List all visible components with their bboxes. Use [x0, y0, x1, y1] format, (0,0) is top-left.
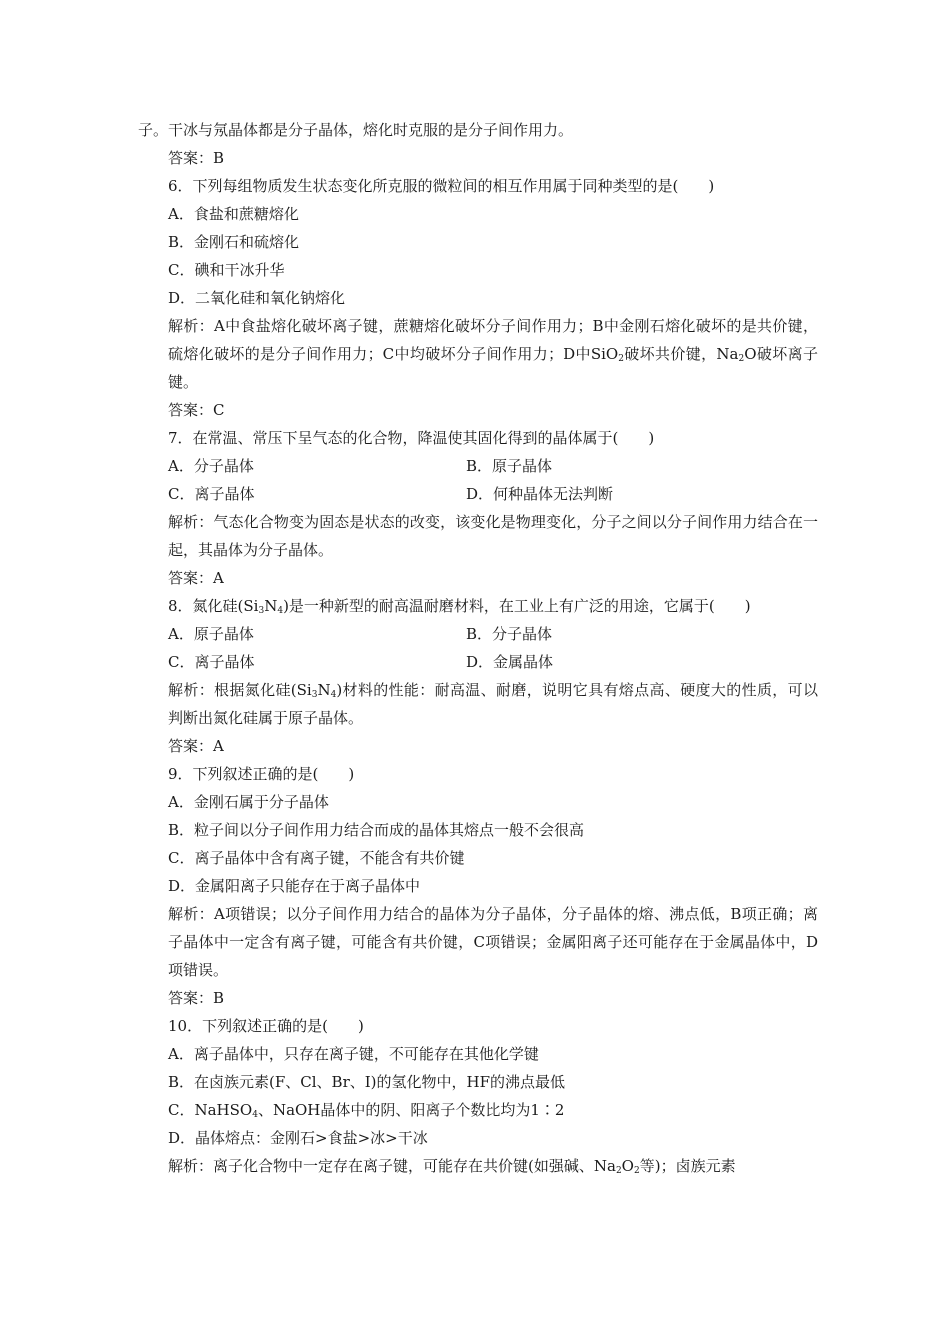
text-line: 答案：A	[168, 737, 224, 755]
subscript: 2	[615, 1166, 622, 1176]
text-run: O	[621, 1157, 634, 1175]
option-row	[138, 480, 818, 508]
text-run: 解析：气态化合物变为固态是状态的改变，该变化是物理变化，分子之间以分子间作用力结合在一起，其晶体为分子晶体。	[168, 513, 818, 559]
subscript: 3	[311, 690, 318, 700]
text-line: 答案：A	[168, 569, 224, 587]
text-run: 解析：A项错误；以分子间作用力结合的晶体为分子晶体，分子晶体的熔、沸点低，B项正确；离子晶体中一定含有离子键，可能含有共价键，C项错误；金属阳离子还可能存在于金属晶体中，D项错误。	[168, 905, 818, 979]
subscript: 2	[618, 354, 624, 364]
text-line: 答案：C	[168, 401, 225, 419]
option-text: B．分子晶体	[466, 625, 553, 643]
option-text: D．金属晶体	[466, 653, 554, 671]
text-run: 破坏共价键，Na	[623, 345, 739, 363]
text-line: 7．在常温、常压下呈气态的化合物，降温使其固化得到的晶体属于( )	[168, 429, 655, 447]
option-text: B．原子晶体	[466, 457, 553, 475]
text-line: 6．下列每组物质发生状态变化所克服的微粒间的相互作用属于同种类型的是( )	[168, 177, 715, 195]
option-text: A．分子晶体	[168, 457, 254, 475]
text-line: D．二氧化硅和氧化钠熔化	[168, 289, 346, 307]
subscript: 4	[330, 690, 337, 700]
text-line: B．粒子间以分子间作用力结合而成的晶体其熔点一般不会很高	[168, 821, 585, 839]
text-line: 10．下列叙述正确的是( )	[168, 1017, 364, 1035]
text-paragraph	[138, 312, 818, 396]
text-line: 答案：B	[168, 989, 225, 1007]
text-paragraph	[138, 1152, 818, 1180]
text-line: B．在卤族元素(F、Cl、Br、I)的氢化物中，HF的沸点最低	[168, 1073, 566, 1091]
document-page	[138, 116, 818, 1180]
text-line: 答案：B	[168, 149, 225, 167]
option-text: A．原子晶体	[168, 625, 254, 643]
text-run: 解析：离子化合物中一定存在离子键，可能存在共价键(如强碱、Na	[168, 1157, 616, 1175]
text-line: C．碘和干冰升华	[168, 261, 285, 279]
text-run: 解析：A中食盐熔化破坏离子键，蔗糖熔化破坏分子间作用力；B中金刚石熔化破坏的是共价键，硫熔化破坏的是分子间作用力；C中均破坏分子间作用力；D中SiO	[168, 317, 818, 363]
text-run: N	[317, 681, 331, 699]
text-line: A．离子晶体中，只存在离子键，不可能存在其他化学键	[168, 1045, 539, 1063]
option-row	[138, 620, 818, 648]
text-run: 8．氮化硅(Si	[168, 597, 259, 615]
subscript: 2	[738, 354, 745, 364]
text-paragraph	[138, 676, 818, 732]
text-run: )材料的性能：耐高温、耐磨，说明它具有熔点高、硬度大的性质，可以判断出氮化硅属于原子晶体。	[168, 681, 818, 727]
text-line: C．离子晶体中含有离子键，不能含有共价键	[168, 849, 465, 867]
text-paragraph	[138, 900, 818, 984]
text-run: O破坏离子键。	[168, 345, 818, 391]
subscript: 3	[258, 606, 265, 616]
text-run: 等)；卤族元素	[639, 1157, 736, 1175]
subscript: 4	[277, 606, 284, 616]
subscript: 2	[633, 1166, 640, 1176]
text-line: D．晶体熔点：金刚石>食盐>冰>干冰	[168, 1129, 428, 1147]
text-run: N	[264, 597, 278, 615]
option-row	[138, 452, 818, 480]
text-paragraph	[138, 592, 818, 620]
text-run: C．NaHSO	[168, 1101, 253, 1119]
text-run: )是一种新型的耐高温耐磨材料，在工业上有广泛的用途，它属于( )	[283, 597, 751, 615]
text-line: A．食盐和蔗糖熔化	[168, 205, 299, 223]
text-run: 、NaOH晶体中的阴、阳离子个数比均为1∶2	[257, 1101, 565, 1119]
option-text: D．何种晶体无法判断	[466, 485, 614, 503]
text-line: 子。干冰与氖晶体都是分子晶体，熔化时克服的是分子间作用力。	[138, 121, 574, 139]
subscript: 4	[252, 1110, 258, 1120]
text-line: B．金刚石和硫熔化	[168, 233, 300, 251]
text-paragraph	[138, 508, 818, 564]
text-line: D．金属阳离子只能存在于离子晶体中	[168, 877, 421, 895]
text-line: 9．下列叙述正确的是( )	[168, 765, 355, 783]
text-line: A．金刚石属于分子晶体	[168, 793, 329, 811]
text-run: 解析：根据氮化硅(Si	[168, 681, 312, 699]
text-paragraph	[138, 1096, 818, 1124]
option-row	[138, 648, 818, 676]
option-text: C．离子晶体	[168, 653, 255, 671]
option-text: C．离子晶体	[168, 485, 255, 503]
